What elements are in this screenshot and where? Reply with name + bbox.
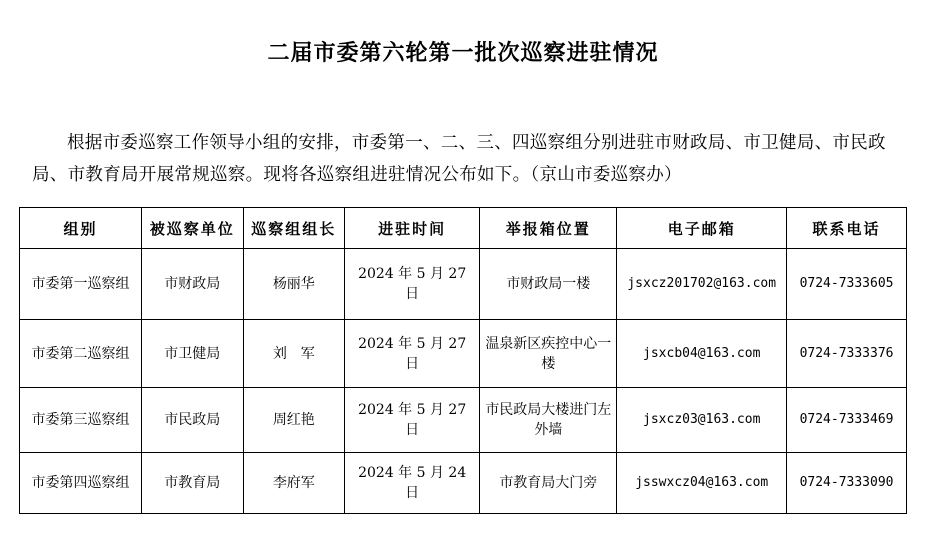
header-date: 进驻时间	[345, 208, 480, 249]
cell-phone: 0724-7333090	[787, 453, 907, 514]
header-leader: 巡察组组长	[243, 208, 345, 249]
header-phone: 联系电话	[787, 208, 907, 249]
cell-date: 2024 年 5 月 27 日	[345, 388, 480, 453]
cell-leader: 李府军	[243, 453, 345, 514]
cell-phone: 0724-7333469	[787, 388, 907, 453]
cell-box-location: 市教育局大门旁	[480, 453, 617, 514]
cell-group: 市委第一巡察组	[20, 249, 142, 320]
cell-date: 2024 年 5 月 27 日	[345, 320, 480, 388]
header-group: 组别	[20, 208, 142, 249]
table-header-row	[20, 208, 907, 249]
intro-paragraph: 根据市委巡察工作领导小组的安排，市委第一、二、三、四巡察组分别进驻市财政局、市卫健局、市民政局、市教育局开展常规巡察。现将各巡察组进驻情况公布如下。（京山市委巡察办）	[32, 133, 886, 185]
cell-email: jsxcb04@163.com	[617, 320, 787, 388]
cell-unit: 市教育局	[141, 453, 243, 514]
inspection-table	[19, 207, 907, 514]
cell-leader: 杨丽华	[243, 249, 345, 320]
cell-unit: 市卫健局	[141, 320, 243, 388]
cell-unit: 市民政局	[141, 388, 243, 453]
cell-group: 市委第三巡察组	[20, 388, 142, 453]
table-row	[20, 249, 907, 320]
cell-email: jsxcz03@163.com	[617, 388, 787, 453]
cell-phone: 0724-7333376	[787, 320, 907, 388]
cell-box-location: 市财政局一楼	[480, 249, 617, 320]
cell-group: 市委第二巡察组	[20, 320, 142, 388]
table-row	[20, 388, 907, 453]
header-unit: 被巡察单位	[141, 208, 243, 249]
page-title: 二届市委第六轮第一批次巡察进驻情况	[267, 40, 659, 66]
cell-group: 市委第四巡察组	[20, 453, 142, 514]
cell-date: 2024 年 5 月 27 日	[345, 249, 480, 320]
header-box-location: 举报箱位置	[480, 208, 617, 249]
table-row	[20, 453, 907, 514]
cell-leader: 刘 军	[243, 320, 345, 388]
cell-unit: 市财政局	[141, 249, 243, 320]
table-row	[20, 320, 907, 388]
cell-email: jsswxcz04@163.com	[617, 453, 787, 514]
cell-box-location: 温泉新区疾控中心一楼	[480, 320, 617, 388]
cell-box-location: 市民政局大楼进门左外墙	[480, 388, 617, 453]
cell-leader: 周红艳	[243, 388, 345, 453]
header-email: 电子邮箱	[617, 208, 787, 249]
cell-phone: 0724-7333605	[787, 249, 907, 320]
cell-email: jsxcz201702@163.com	[617, 249, 787, 320]
cell-date: 2024 年 5 月 24 日	[345, 453, 480, 514]
